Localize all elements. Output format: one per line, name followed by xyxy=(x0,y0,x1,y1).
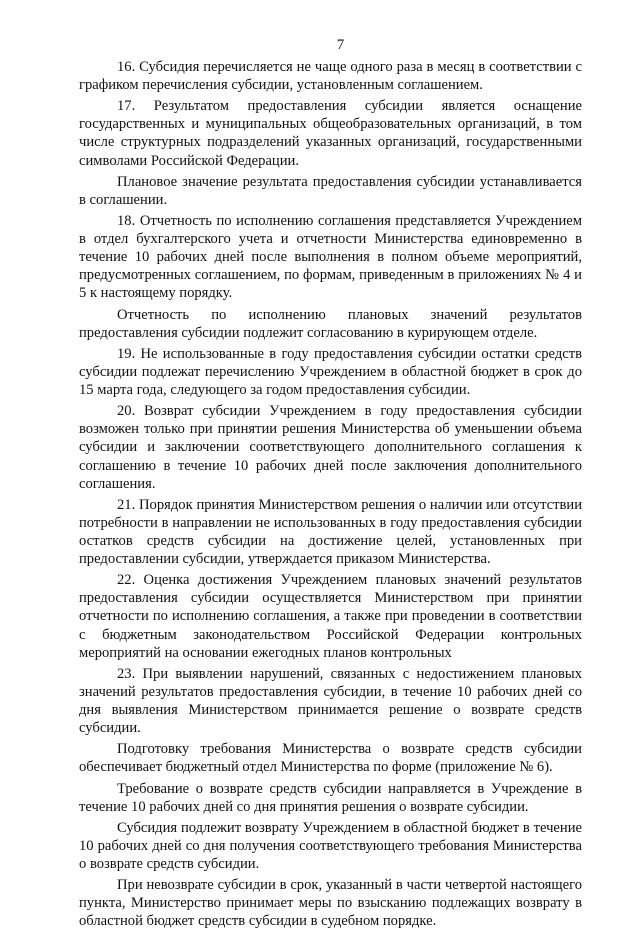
paragraph-18: 18. Отчетность по исполнению соглашения представляется Учреждением в отдел бухгалтерского учета и отчетности Министерства единовременно в течение 10 рабочих дней после выполнения в полном объеме мероприятий, предусмотренных соглашением, по формам, приведенным в приложениях № 4 и 5 к настоящему порядку. xyxy=(79,213,582,302)
paragraph-22: 22. Оценка достижения Учреждением плановых значений результатов предоставления субсидии осуществляется Министерством при принятии отчетности по исполнению соглашения, а также при проведении в соответствии с бюджетным законодательством Российской Федерации контрольных мероприятий на основании ежегодных планов контрольных xyxy=(79,572,582,661)
paragraph-23-preparation: Подготовку требования Министерства о возврате средств субсидии обеспечивает бюджетный отдел Министерства по форме (приложение № 6). xyxy=(79,741,582,776)
paragraph-17: 17. Результатом предоставления субсидии является оснащение государственных и муниципальных общеобразовательных организаций, в том числе структурных подразделений указанных организаций, государственными символами Российской Федерации. xyxy=(79,98,582,169)
paragraph-20: 20. Возврат субсидии Учреждением в году предоставления субсидии возможен только при принятии решения Министерства об уменьшении объема субсидии и заключении соответствующего дополнительного соглашения к соглашению в течение 10 рабочих дней после заключения дополнительного соглашения. xyxy=(79,403,582,492)
paragraph-23-requirement: Требование о возврате средств субсидии направляется в Учреждение в течение 10 рабочих дней со дня принятия решения о возврате субсидии. xyxy=(79,780,582,815)
page-number: 7 xyxy=(336,37,345,53)
paragraph-23: 23. При выявлении нарушений, связанных с недостижением плановых значений результатов предоставления субсидии, в течение 10 рабочих дней со дня выявления Министерством принимается решение о возврате средств субсидии. xyxy=(79,665,582,737)
paragraph-16: 16. Субсидия перечисляется не чаще одного раза в месяц в соответствии с графиком перечисления субсидии, установленным соглашением. xyxy=(79,59,582,94)
paragraph-23-non-return: При невозврате субсидии в срок, указанный в части четвертой настоящего пункта, Министерство принимает меры по взысканию подлежащих возврату в областной бюджет средств субсидии в судебном порядке. xyxy=(79,877,582,930)
paragraph-23-return: Субсидия подлежит возврату Учреждением в областной бюджет в течение 10 рабочих дней со дня получения соответствующего требования Министерства о возврате средств субсидии. xyxy=(79,819,582,873)
paragraph-18-approval: Отчетность по исполнению плановых значений результатов предоставления субсидии подлежит согласованию в курирующем отделе. xyxy=(79,306,582,341)
paragraph-17-planned-value: Плановое значение результата предоставления субсидии устанавливается в соглашении. xyxy=(79,173,582,208)
paragraph-21: 21. Порядок принятия Министерством решения о наличии или отсутствии потребности в направлении не использованных в году предоставления субсидии остатков средств субсидии на достижение целей, установленных при предоставлении субсидии, утверждается приказом Министерства. xyxy=(79,496,582,568)
paragraph-19: 19. Не использованные в году предоставления субсидии остатки средств субсидии подлежат перечислению Учреждением в областной бюджет в срок до 15 марта года, следующего за годом предоставления субсидии. xyxy=(79,345,582,399)
